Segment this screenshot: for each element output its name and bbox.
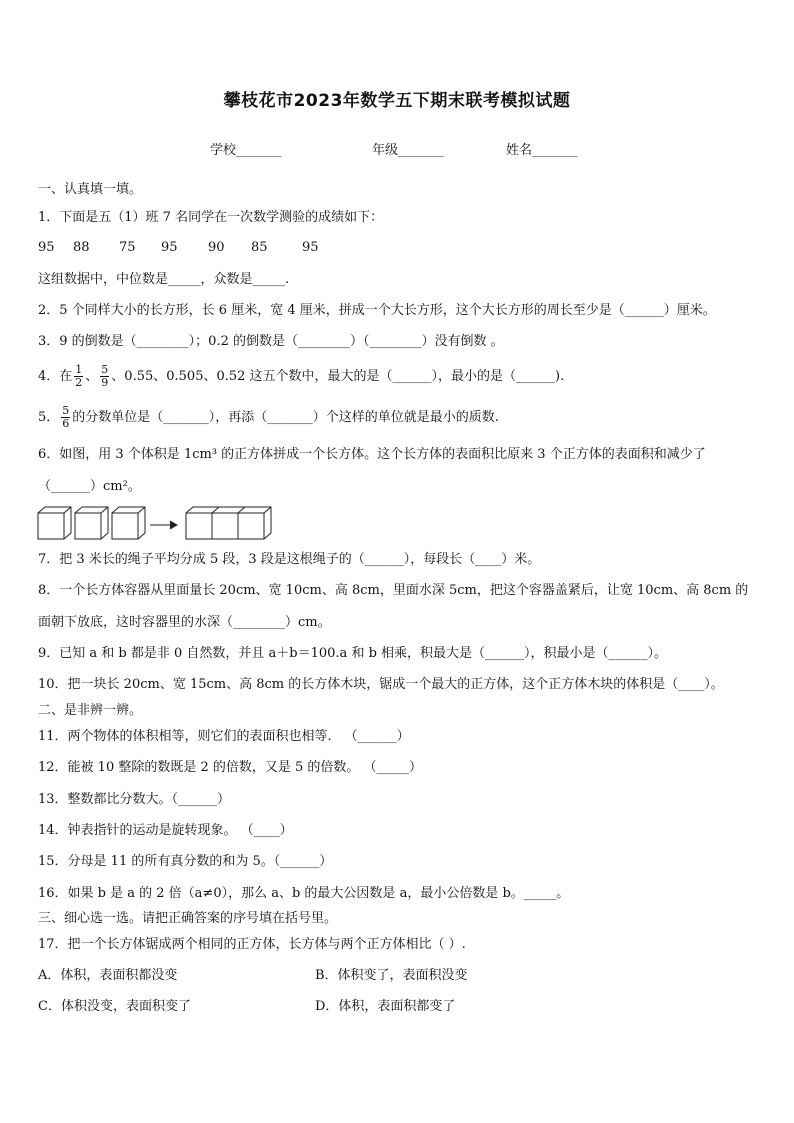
option-a: A．体积，表面积都没变 bbox=[38, 968, 178, 983]
section-3-heading: 三、细心选一选。请把正确答案的序号填在括号里。 bbox=[38, 911, 338, 926]
question-4 bbox=[38, 362, 564, 392]
cube-3 bbox=[112, 507, 145, 539]
question-7: 7．把 3 米长的绳子平均分成 5 段，3 段是这根绳子的（______），每段长（____）米。 bbox=[38, 552, 541, 567]
page-title: 攀枝花市2023年数学五下期末联考模拟试题 bbox=[223, 91, 571, 111]
question-4-lead: 4．在 bbox=[38, 369, 73, 384]
school-field: 学校_______ bbox=[210, 143, 282, 158]
question-1-stem: 1．下面是五（1）班 7 名同学在一次数学测验的成绩如下： bbox=[38, 210, 384, 225]
numerator: 1 bbox=[75, 363, 83, 376]
score-value: 95 bbox=[161, 240, 178, 255]
score-value: 90 bbox=[208, 240, 225, 255]
cubes-figure bbox=[36, 505, 276, 541]
question-1-scores bbox=[38, 240, 319, 256]
cube-1 bbox=[38, 507, 71, 539]
cube-2 bbox=[75, 507, 108, 539]
question-14: 14．钟表指针的运动是旋转现象。 （____） bbox=[38, 823, 293, 838]
question-11: 11．两个物体的体积相等，则它们的表面积也相等． （______） bbox=[38, 729, 410, 744]
question-12: 12．能被 10 整除的数既是 2 的倍数，又是 5 的倍数。 （_____） bbox=[38, 760, 423, 775]
fraction bbox=[61, 405, 70, 430]
fraction bbox=[74, 364, 83, 389]
option-d: D．体积，表面积都变了 bbox=[315, 999, 456, 1014]
question-1-tail: 这组数据中，中位数是_____，众数是_____. bbox=[38, 272, 290, 287]
question-10: 10．把一块长 20cm、宽 15cm、高 8cm 的长方体木块，锯成一个最大的正方体，这个正方体木块的体积是（____）。 bbox=[38, 677, 724, 692]
section-2-heading: 二、是非辨一辨。 bbox=[38, 703, 143, 718]
question-8-line-1: 8．一个长方体容器从里面量长 20cm、宽 10cm、高 8cm，里面水深 5cm，把这个容器盖紧后，让宽 10cm、高 8cm 的 bbox=[38, 583, 749, 598]
fraction bbox=[100, 364, 109, 389]
score-value: 88 bbox=[73, 240, 90, 255]
question-17-stem: 17．把一个长方体锯成两个相同的正方体，长方体与两个正方体相比（ ）. bbox=[38, 937, 466, 952]
score-value: 95 bbox=[302, 240, 319, 255]
question-9: 9．已知 a 和 b 都是非 0 自然数，并且 a＋b＝100.a 和 b 相乘，积最大是（______），积最小是（______）。 bbox=[38, 646, 668, 661]
denominator: 6 bbox=[62, 417, 70, 430]
option-b: B．体积变了，表面积没变 bbox=[315, 968, 468, 983]
score-value: 75 bbox=[119, 240, 136, 255]
denominator: 2 bbox=[75, 376, 83, 389]
question-5-rest: 的分数单位是（_______），再添（_______）个这样的单位就是最小的质数. bbox=[72, 410, 499, 425]
section-1-heading: 一、认真填一填。 bbox=[38, 182, 143, 197]
question-5-lead: 5． bbox=[38, 410, 60, 425]
question-15: 15．分母是 11 的所有真分数的和为 5。（______） bbox=[38, 854, 333, 869]
numerator: 5 bbox=[101, 363, 109, 376]
question-2: 2．5 个同样大小的长方形，长 6 厘米，宽 4 厘米，拼成一个大长方形，这个大长方形的周长至少是（______）厘米。 bbox=[38, 303, 716, 318]
question-6-line-1: 6．如图，用 3 个体积是 1cm³ 的正方体拼成一个长方体。这个长方体的表面积比原来 3 个正方体的表面积和减少了 bbox=[38, 447, 706, 462]
question-5 bbox=[38, 403, 499, 433]
score-value: 95 bbox=[38, 240, 55, 255]
question-4-rest: 、0.55、0.505、0.52 这五个数中，最大的是（______），最小的是（______). bbox=[111, 369, 565, 384]
option-c: C．体积没变，表面积变了 bbox=[38, 999, 191, 1014]
question-3: 3．9 的倒数是（________）；0.2 的倒数是（________）（________）没有倒数 。 bbox=[38, 334, 504, 349]
question-16: 16．如果 b 是 a 的 2 倍（a≠0），那么 a、b 的最大公因数是 a，最小公倍数是 b。_____。 bbox=[38, 886, 570, 901]
score-value: 85 bbox=[251, 240, 268, 255]
question-6-line-2: （______）cm²。 bbox=[38, 479, 141, 494]
grade-field: 年级_______ bbox=[372, 143, 444, 158]
name-field: 姓名_______ bbox=[506, 143, 578, 158]
question-8-line-2: 面朝下放底，这时容器里的水深（________）cm。 bbox=[38, 615, 331, 630]
question-13: 13．整数都比分数大。（______） bbox=[38, 792, 231, 807]
arrow-icon bbox=[150, 521, 177, 529]
denominator: 9 bbox=[101, 376, 109, 389]
numerator: 5 bbox=[62, 404, 70, 417]
cuboid bbox=[186, 507, 271, 539]
separator: 、 bbox=[85, 369, 99, 384]
